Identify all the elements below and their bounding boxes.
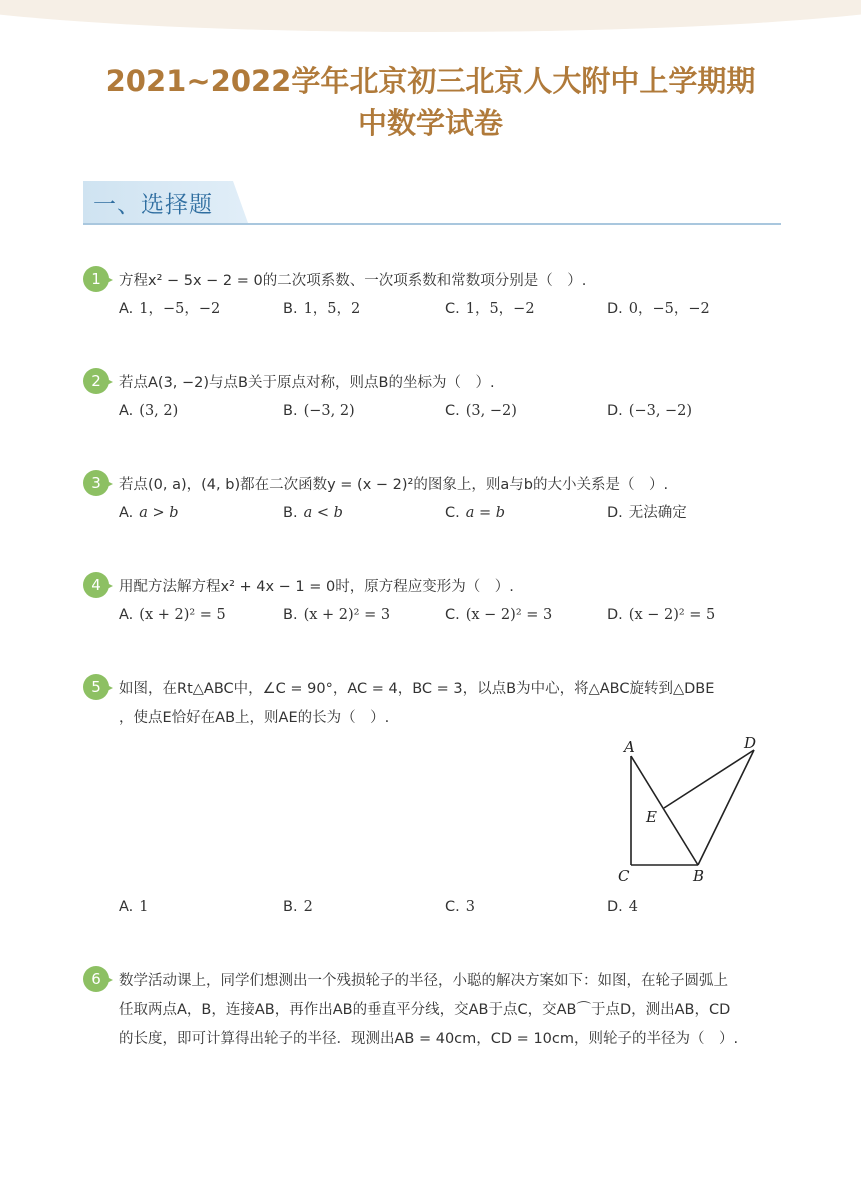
option-a[interactable]: A. (x + 2)² = 5: [119, 607, 226, 623]
option-c[interactable]: C. a = b: [445, 505, 506, 521]
triangle-figure: [600, 728, 780, 888]
options-row: [119, 502, 779, 526]
option-d[interactable]: D. 0，−5，−2: [607, 301, 710, 317]
title-line-2: 中数学试卷: [357, 106, 503, 140]
option-d[interactable]: D. 4: [607, 899, 639, 915]
label-c: C: [618, 867, 630, 885]
option-d[interactable]: D. (−3, −2): [607, 403, 693, 419]
option-a[interactable]: A. 1: [119, 899, 149, 915]
option-b[interactable]: B. (x + 2)² = 3: [283, 607, 391, 623]
document-title: [60, 60, 801, 144]
label-b: B: [693, 867, 705, 885]
options-row: [119, 896, 779, 920]
label-d: D: [744, 734, 757, 752]
header-decoration: [0, 0, 861, 32]
question-text: [119, 967, 784, 1054]
question-number-badge: 3: [83, 470, 109, 496]
section-header: [83, 181, 781, 225]
question-text-line-2: 任取两点A，B，连接AB，再作出AB的垂直平分线，交AB于点C，交AB⌒于点D，测出AB，CD: [119, 1002, 731, 1018]
option-c[interactable]: C. (x − 2)² = 3: [445, 607, 553, 623]
question-text-line-3: 的长度，即可计算得出轮子的半径．现测出AB = 40cm，CD = 10cm，则轮子的半径为（ ）.: [119, 1031, 739, 1047]
question-number-badge: 2: [83, 368, 109, 394]
option-c[interactable]: C. 1，5，−2: [445, 301, 535, 317]
option-c[interactable]: C. 3: [445, 899, 475, 915]
label-e: E: [646, 808, 657, 826]
section-title: 一、选择题: [93, 192, 213, 218]
question-number-badge: 4: [83, 572, 109, 598]
question-number-badge: 5: [83, 674, 109, 700]
question-text-line-2: ，使点E恰好在AB上，则AE的长为（ ）.: [119, 710, 390, 726]
option-c[interactable]: C. (3, −2): [445, 403, 517, 419]
option-b[interactable]: B. 1，5，2: [283, 301, 361, 317]
segment-ab: [631, 756, 698, 865]
question-text-line-1: 数学活动课上，同学们想测出一个残损轮子的半径，小聪的解决方案如下：如图，在轮子圆弧上: [119, 973, 728, 989]
option-d[interactable]: D. 无法确定: [607, 505, 687, 521]
question-number-badge: 1: [83, 266, 109, 292]
option-a[interactable]: A. 1，−5，−2: [119, 301, 221, 317]
question-text: 若点(0, a)，(4, b)都在二次函数y = (x − 2)²的图象上，则a与b的大小关系是（ ）.: [119, 477, 669, 493]
question-text: 若点A(3, −2)与点B关于原点对称，则点B的坐标为（ ）.: [119, 375, 495, 391]
question-number-badge: 6: [83, 966, 109, 992]
option-a[interactable]: A. a > b: [119, 505, 179, 521]
option-a[interactable]: A. (3, 2): [119, 403, 179, 419]
option-d[interactable]: D. (x − 2)² = 5: [607, 607, 716, 623]
options-row: [119, 400, 779, 424]
options-row: [119, 604, 779, 628]
question-text: 方程x² − 5x − 2 = 0的二次项系数、一次项系数和常数项分别是（ ）.: [119, 273, 587, 289]
question-text: [119, 675, 784, 733]
question-text-line-1: 如图，在Rt△ABC中，∠C = 90°，AC = 4，BC = 3，以点B为中心，将△ABC旋转到△DBE: [119, 681, 715, 697]
options-row: [119, 298, 779, 322]
question-text: 用配方法解方程x² + 4x − 1 = 0时，原方程应变形为（ ）.: [119, 579, 514, 595]
title-line-1: 2021~2022学年北京初三北京人大附中上学期期: [105, 64, 756, 98]
option-b[interactable]: B. 2: [283, 899, 313, 915]
option-b[interactable]: B. a < b: [283, 505, 343, 521]
option-b[interactable]: B. (−3, 2): [283, 403, 355, 419]
label-a: A: [624, 738, 635, 756]
